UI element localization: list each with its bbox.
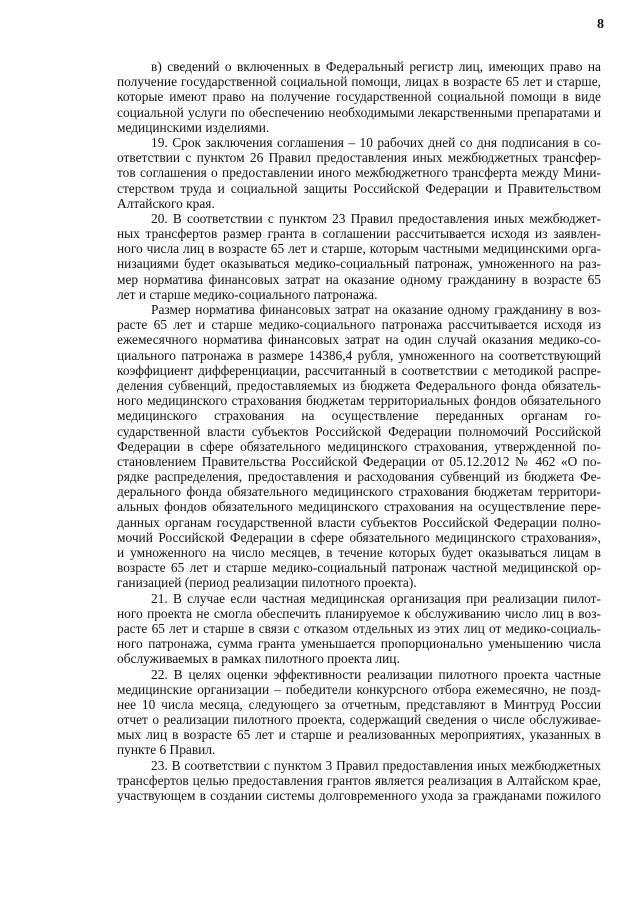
text-line: альных фондов обязательного медицинского страхования на осуществление пере- — [117, 499, 601, 515]
text-line: медицинскими изделиями. — [117, 119, 270, 135]
text-line: нее 10 числа месяца, следующего за отчетным, представляют в Минтруд России — [117, 696, 601, 712]
text-line: ответствии с пунктом 26 Правил предоставления иных межбюджетных трансфер- — [117, 150, 601, 166]
text-line: медицинские организации – победители конкурсного отбора ежемесячно, не позд- — [117, 681, 601, 697]
text-line: деления субвенций, предоставляемых из бюджета Федерального фонда обязатель- — [117, 377, 601, 393]
text-line: становлением Правительства Российской Федерации от 05.12.2012 № 462 «О по- — [117, 453, 601, 469]
text-line: 23. В соответствии с пунктом 3 Правил предоставления иных межбюджетных — [151, 757, 601, 773]
text-line: рядке распределения, предоставления и расходования субвенций из бюджета Фе- — [117, 469, 601, 485]
text-line: данных органам государственной власти субъектов Российской Федерации полно- — [117, 514, 601, 530]
paragraph-item-21 — [117, 591, 601, 667]
text-line: сударственной власти субъектов Российской Федерации полномочий Российской — [117, 423, 601, 439]
text-line: мых лиц в возрасте 65 лет и старше и реализованных мероприятиях, указанных в — [117, 727, 601, 743]
text-line: мочий Российской Федерации в сфере обязательного медицинского страхования», — [117, 529, 601, 545]
page-number: 8 — [597, 17, 604, 32]
text-line: дерального фонда обязательного медицинского страхования бюджетам территори- — [117, 484, 601, 500]
text-line: ежемесячного норматива финансовых затрат на один случай оказания медико-со- — [117, 332, 601, 348]
text-line: 21. В случае если частная медицинская организация при реализации пилот- — [151, 590, 601, 606]
text-line: циального патронажа в размере 14386,4 рубля, умноженного на соответствующий — [117, 347, 601, 363]
paragraph-item-19 — [117, 135, 601, 211]
document-body — [117, 59, 601, 803]
paragraph-sub-v — [117, 59, 601, 135]
text-line: ного патронажа, сумма гранта уменьшается пропорционально уменьшению числа — [117, 636, 601, 652]
text-line: возрасте 65 лет и старше медико-социальный патронаж частной медицинской ор- — [117, 560, 601, 576]
text-line: отчет о реализации пилотного проекта, содержащий сведения о числе обслуживае- — [117, 712, 601, 728]
paragraph-item-22 — [117, 667, 601, 758]
text-line: 19. Срок заключения соглашения – 10 рабочих дней со дня подписания в со- — [151, 134, 601, 150]
text-line: участвующем в создании системы долговременного ухода за гражданами пожилого — [117, 788, 601, 803]
text-line: 20. В соответствии с пунктом 23 Правил предоставления иных межбюджет- — [151, 210, 601, 226]
text-line: расте 65 лет и старше в связи с отказом отдельных из этих лиц от медико-социаль- — [117, 620, 601, 636]
text-line: трансфертов целью предоставления грантов является реализация в Алтайском крае, — [117, 772, 601, 788]
text-line: низациями будет оказываться медико-социальный патронаж, умноженного на раз- — [117, 256, 601, 272]
text-line: Алтайского края. — [117, 195, 215, 211]
text-line: тов соглашения о предоставлении иного межбюджетного трансферта между Мини- — [117, 165, 601, 181]
text-line: 22. В целях оценки эффективности реализации пилотного проекта частные — [151, 666, 601, 682]
text-line: ных трансфертов размер гранта в соглашении рассчитывается исходя из заявлен- — [117, 226, 601, 242]
text-line: расте 65 лет и старше медико-социального патронажа рассчитывается исходя из — [117, 317, 601, 333]
text-line: пункте 6 Правил. — [117, 742, 216, 758]
text-line: лет и старше медико-социального патронажа. — [117, 286, 378, 302]
text-line: Размер норматива финансовых затрат на оказание одному гражданину в воз- — [151, 302, 601, 317]
text-line: ного медицинского страхования бюджетам территориальных фондов обязательного — [117, 393, 601, 409]
text-line: медицинского страхования на осуществление переданных органам го- — [117, 408, 601, 424]
text-line: и умноженного на число месяцев, в течение которых будет оказываться лицам в — [117, 545, 601, 560]
paragraph-item-20 — [117, 211, 601, 302]
text-line: обслуживаемых в рамках пилотного проекта лиц. — [117, 651, 400, 667]
text-line: коэффициент дифференциации, рассчитанный в соответствии с методикой распре- — [117, 362, 601, 378]
text-line: получение государственной социальной помощи, лицах в возрасте 65 лет и старше, — [117, 74, 601, 90]
text-line: которые имеют право на получение государственной социальной помощи в виде — [117, 89, 601, 105]
text-line: ного проекта не смогла обеспечить планируемое к обслуживанию число лиц в воз- — [117, 605, 601, 621]
paragraph-item-23 — [117, 758, 601, 804]
text-line: ганизацией (период реализации пилотного проекта). — [117, 575, 417, 591]
text-line: в) сведений о включенных в Федеральный регистр лиц, имеющих право на — [151, 59, 601, 74]
paragraph-norm-size — [117, 302, 601, 591]
text-line: мер норматива финансовых затрат на оказание одному гражданину в возрасте 65 — [117, 271, 601, 287]
text-line: Федерации в сфере обязательного медицинского страхования, утвержденной по- — [117, 438, 601, 454]
text-line: ного числа лиц в возрасте 65 лет и старше, которым частными медицинскими орга- — [117, 241, 601, 257]
text-line: стерством труда и социальной защиты Российской Федерации и Правительством — [117, 180, 601, 196]
text-line: социальной услуги по обеспечению необходимыми лекарственными препаратами и — [117, 104, 601, 120]
